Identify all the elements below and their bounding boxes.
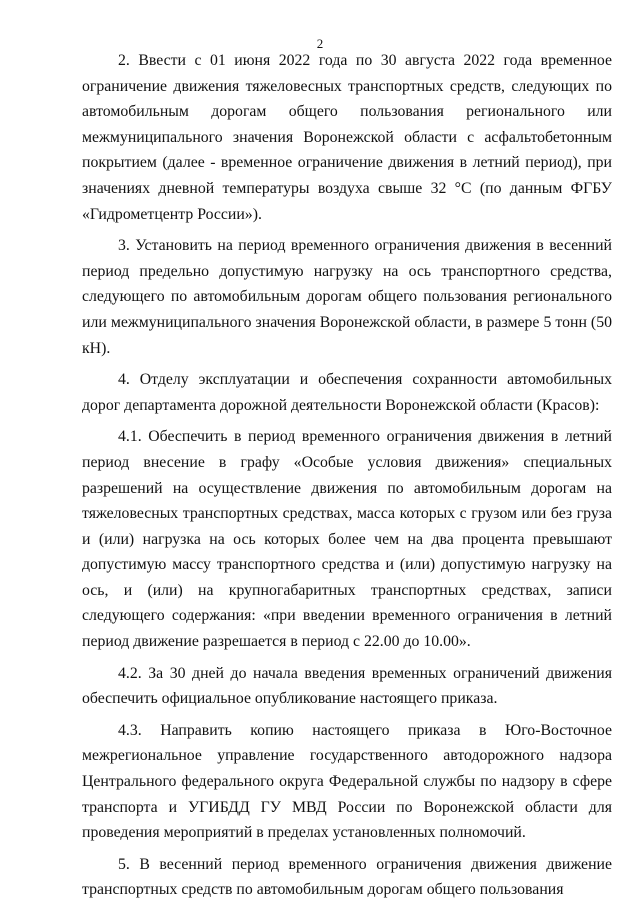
page-number: 2 bbox=[316, 36, 324, 51]
paragraph-4: 4. Отделу эксплуатации и обеспечения сохранности автомобильных дорог департамента дорожной деятельности Воронежской области (Красов): bbox=[82, 371, 612, 414]
document-body bbox=[82, 48, 612, 903]
paragraph-4-1: 4.1. Обеспечить в период временного ограничения движения в летний период внесение в графу «Особые условия движения» специальных разрешений на осуществление движения по автомобильным дорогам на тяжеловесных транспортных средствах, масса которых с грузом или без груза и (или) нагрузка на ось которых более чем на два процента превышают допустимую массу транспортного средства и (или) допустимую нагрузку на ось, и (или) на крупногабаритных транспортных средствах, записи следующего содержания: «при введении временного ограничения в летний период движение разрешается в период с 22.00 до 10.00». bbox=[82, 428, 612, 651]
paragraph-4-2: 4.2. За 30 дней до начала введения временных ограничений движения обеспечить официальное опубликование настоящего приказа. bbox=[82, 664, 612, 708]
paragraph-2: 2. Ввести с 01 июня 2022 года по 30 августа 2022 года временное ограничение движения тяжеловесных транспортных средств, следующих по автомобильным дорогам общего пользования регионального или межмуниципального значения Воронежской области с асфальтобетонным покрытием (далее - временное ограничение движения в летний период), при значениях дневной температуры воздуха свыше 32 °С (по данным ФГБУ «Гидрометцентр России»). bbox=[82, 52, 612, 223]
paragraph-5: 5. В весенний период временного ограничения движения движение транспортных средств по автомобильным дорогам общего пользования bbox=[82, 855, 612, 899]
paragraph-4-3: 4.3. Направить копию настоящего приказа в Юго-Восточное межрегиональное управление государственного автодорожного надзора Центрального федерального округа Федеральной службы по надзору в сфере транспорта и УГИБДД ГУ МВД России по Воронежской области для проведения мероприятий в пределах установленных полномочий. bbox=[82, 721, 612, 842]
paragraph-3: 3. Установить на период временного ограничения движения в весенний период предельно допустимую нагрузку на ось транспортного средства, следующего по автомобильным дорогам общего пользования регионального или межмуниципального значения Воронежской области, в размере 5 тонн (50 кН). bbox=[82, 237, 612, 357]
